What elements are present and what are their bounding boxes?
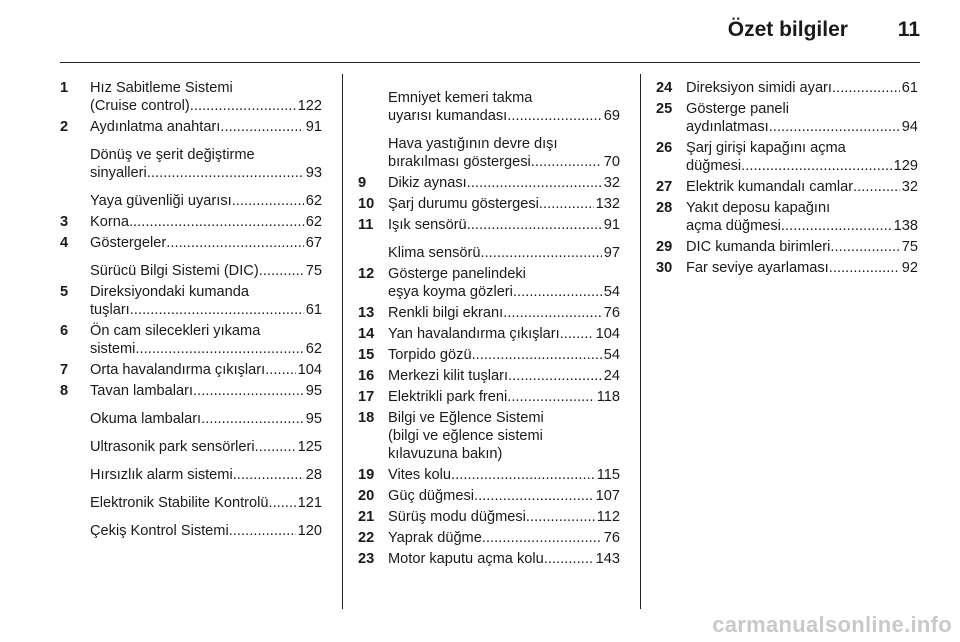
entry-text: (Cruise control) bbox=[90, 98, 190, 114]
entry-text: DIC kumanda birimleri bbox=[686, 239, 831, 255]
entry-text: Sürüş modu düğmesi bbox=[388, 509, 526, 525]
index-column-3 bbox=[656, 79, 918, 280]
entry-text: (bilgi ve eğlence sistemi bbox=[388, 428, 543, 444]
entry-text: bırakılması göstergesi bbox=[388, 154, 531, 170]
entry-text: Emniyet kemeri takma bbox=[388, 90, 533, 106]
entry-line bbox=[388, 174, 620, 192]
entry-text: Korna bbox=[90, 214, 129, 230]
index-entry bbox=[60, 466, 322, 484]
index-entry bbox=[60, 361, 322, 379]
index-entry bbox=[358, 135, 620, 171]
entry-line bbox=[90, 522, 322, 540]
index-entry bbox=[358, 388, 620, 406]
dot-leader bbox=[147, 164, 304, 182]
entry-text: Klima sensörü bbox=[388, 245, 481, 261]
page-reference[interactable]: 61 bbox=[305, 302, 322, 318]
entry-number: 26 bbox=[656, 140, 673, 156]
dot-leader bbox=[769, 118, 900, 136]
entry-number: 3 bbox=[60, 214, 69, 230]
entry-number: 9 bbox=[358, 175, 367, 191]
entry-line bbox=[388, 466, 620, 484]
entry-text: Elektronik Stabilite Kontrolü bbox=[90, 495, 269, 511]
dot-leader bbox=[830, 238, 899, 256]
index-entry bbox=[358, 466, 620, 484]
page-reference[interactable]: 75 bbox=[901, 239, 918, 255]
entry-number: 24 bbox=[656, 80, 673, 96]
page-reference[interactable]: 104 bbox=[297, 362, 322, 378]
entry-line bbox=[90, 340, 322, 358]
entry-text: Göstergeler bbox=[90, 235, 167, 251]
dot-leader bbox=[781, 217, 892, 235]
entry-number: 23 bbox=[358, 551, 375, 567]
dot-leader bbox=[832, 79, 900, 97]
dot-leader bbox=[268, 494, 295, 512]
entry-number: 12 bbox=[358, 266, 375, 282]
entry-line bbox=[388, 153, 620, 171]
index-entry bbox=[358, 195, 620, 213]
entry-text: Yaya güvenliği uyarısı bbox=[90, 193, 232, 209]
page-reference[interactable]: 138 bbox=[893, 218, 918, 234]
entry-text: sistemi bbox=[90, 341, 136, 357]
dot-leader bbox=[166, 234, 304, 252]
entry-text: Orta havalandırma çıkışları bbox=[90, 362, 266, 378]
entry-text: Vites kolu bbox=[388, 467, 452, 483]
entry-number: 4 bbox=[60, 235, 69, 251]
index-entry bbox=[60, 79, 322, 115]
entry-text: Elektrik kumandalı camlar bbox=[686, 179, 854, 195]
entry-line bbox=[90, 466, 322, 484]
dot-leader bbox=[467, 216, 602, 234]
entry-text: tuşları bbox=[90, 302, 130, 318]
entry-number: 1 bbox=[60, 80, 69, 96]
index-entry bbox=[656, 199, 918, 235]
dot-leader bbox=[474, 487, 594, 505]
entry-number: 20 bbox=[358, 488, 375, 504]
entry-line bbox=[686, 79, 918, 97]
page-reference[interactable]: 32 bbox=[603, 175, 620, 191]
entry-text: Işık sensörü bbox=[388, 217, 467, 233]
dot-leader bbox=[193, 382, 304, 400]
entry-line bbox=[388, 325, 620, 343]
page-reference[interactable]: 118 bbox=[596, 389, 620, 405]
index-entry bbox=[358, 409, 620, 463]
entry-text: Şarj girişi kapağını açma bbox=[686, 140, 846, 156]
page-reference[interactable]: 122 bbox=[297, 98, 322, 114]
page-reference[interactable]: 132 bbox=[595, 196, 620, 212]
page-reference[interactable]: 32 bbox=[901, 179, 918, 195]
index-entry bbox=[358, 508, 620, 526]
page-reference[interactable]: 92 bbox=[901, 260, 918, 276]
index-entry bbox=[656, 238, 918, 256]
entry-line bbox=[90, 164, 322, 182]
entry-line bbox=[388, 346, 620, 364]
index-entry bbox=[60, 494, 322, 512]
dot-leader bbox=[480, 244, 601, 262]
index-entry bbox=[358, 304, 620, 322]
entry-line bbox=[686, 217, 918, 235]
page-reference[interactable]: 28 bbox=[305, 467, 322, 483]
entry-line bbox=[90, 438, 322, 456]
index-entry bbox=[656, 139, 918, 175]
entry-text: Gösterge paneli bbox=[686, 101, 790, 117]
entry-line bbox=[388, 107, 620, 125]
dot-leader bbox=[539, 195, 594, 213]
entry-text: Sürücü Bilgi Sistemi (DIC) bbox=[90, 263, 259, 279]
page-reference[interactable]: 54 bbox=[603, 284, 620, 300]
entry-number: 18 bbox=[358, 410, 375, 426]
dot-leader bbox=[220, 118, 303, 136]
entry-line bbox=[388, 304, 620, 322]
entry-number: 13 bbox=[358, 305, 375, 321]
entry-text: Motor kaputu açma kolu bbox=[388, 551, 544, 567]
index-entry bbox=[60, 213, 322, 231]
page-reference[interactable]: 115 bbox=[596, 467, 620, 483]
entry-number: 29 bbox=[656, 239, 673, 255]
entry-number: 8 bbox=[60, 383, 69, 399]
page-reference[interactable]: 62 bbox=[305, 214, 322, 230]
dot-leader bbox=[255, 438, 296, 456]
dot-leader bbox=[190, 97, 296, 115]
index-entry bbox=[656, 100, 918, 136]
index-entry bbox=[358, 367, 620, 385]
entry-text: Aydınlatma anahtarı bbox=[90, 119, 221, 135]
page-reference[interactable]: 54 bbox=[603, 347, 620, 363]
page-reference[interactable]: 62 bbox=[305, 341, 322, 357]
index-entry bbox=[60, 234, 322, 252]
entry-line bbox=[90, 301, 322, 319]
entry-line bbox=[388, 367, 620, 385]
dot-leader bbox=[531, 153, 602, 171]
dot-leader bbox=[544, 550, 594, 568]
entry-text: Şarj durumu göstergesi bbox=[388, 196, 539, 212]
header-rule bbox=[60, 62, 920, 63]
entry-text: Hız Sabitleme Sistemi bbox=[90, 80, 233, 96]
entry-line bbox=[90, 192, 322, 210]
index-entry bbox=[656, 79, 918, 97]
entry-line bbox=[388, 195, 620, 213]
entry-number: 16 bbox=[358, 368, 375, 384]
index-entry bbox=[358, 325, 620, 343]
page-reference[interactable]: 143 bbox=[595, 551, 620, 567]
entry-text: Bilgi ve Eğlence Sistemi bbox=[388, 410, 544, 426]
entry-line bbox=[388, 244, 620, 262]
column-divider bbox=[640, 74, 641, 609]
entry-text: Dönüş ve şerit değiştirme bbox=[90, 147, 255, 163]
entry-text: Yaprak düğme bbox=[388, 530, 482, 546]
index-entry bbox=[358, 244, 620, 262]
index-entry bbox=[60, 410, 322, 428]
entry-line bbox=[388, 550, 620, 568]
entry-text: sinyalleri bbox=[90, 165, 147, 181]
entry-line bbox=[686, 259, 918, 277]
dot-leader bbox=[233, 466, 304, 484]
entry-line bbox=[90, 382, 322, 400]
index-entry bbox=[358, 550, 620, 568]
index-entry bbox=[60, 262, 322, 280]
page-reference[interactable]: 91 bbox=[603, 217, 620, 233]
dot-leader bbox=[265, 361, 295, 379]
dot-leader bbox=[853, 178, 900, 196]
dot-leader bbox=[741, 157, 891, 175]
dot-leader bbox=[482, 529, 602, 547]
dot-leader bbox=[508, 367, 602, 385]
entry-line bbox=[90, 118, 322, 136]
entry-text: Renkli bilgi ekranı bbox=[388, 305, 504, 321]
entry-text: Çekiş Kontrol Sistemi bbox=[90, 523, 229, 539]
dot-leader bbox=[467, 174, 602, 192]
dot-leader bbox=[229, 522, 296, 540]
index-entry bbox=[358, 346, 620, 364]
entry-line bbox=[388, 529, 620, 547]
entry-text: Okuma lambaları bbox=[90, 411, 202, 427]
index-entry bbox=[60, 382, 322, 400]
page-number: 11 bbox=[897, 18, 920, 41]
page-reference[interactable]: 76 bbox=[603, 530, 620, 546]
entry-text: açma düğmesi bbox=[686, 218, 781, 234]
page-reference[interactable]: 120 bbox=[297, 523, 322, 539]
dot-leader bbox=[829, 259, 900, 277]
entry-text: Yan havalandırma çıkışları bbox=[388, 326, 560, 342]
entry-number: 25 bbox=[656, 101, 673, 117]
index-entry bbox=[656, 178, 918, 196]
entry-line bbox=[686, 238, 918, 256]
page-reference[interactable]: 91 bbox=[305, 119, 322, 135]
dot-leader bbox=[129, 213, 304, 231]
index-entry bbox=[60, 438, 322, 456]
entry-line bbox=[90, 361, 322, 379]
page-reference[interactable]: 70 bbox=[603, 154, 620, 170]
page-reference[interactable]: 107 bbox=[595, 488, 620, 504]
entry-number: 17 bbox=[358, 389, 375, 405]
dot-leader bbox=[513, 283, 602, 301]
entry-number: 19 bbox=[358, 467, 375, 483]
entry-number: 14 bbox=[358, 326, 375, 342]
entry-line bbox=[686, 157, 918, 175]
entry-number: 2 bbox=[60, 119, 69, 135]
index-entry bbox=[60, 118, 322, 136]
index-entry bbox=[358, 216, 620, 234]
index-column-1 bbox=[60, 79, 322, 543]
entry-text: aydınlatması bbox=[686, 119, 769, 135]
entry-text: Ön cam silecekleri yıkama bbox=[90, 323, 261, 339]
index-entry bbox=[60, 192, 322, 210]
index-entry bbox=[60, 146, 322, 182]
index-entry bbox=[358, 89, 620, 125]
entry-text: uyarısı kumandası bbox=[388, 108, 508, 124]
page-reference[interactable]: 125 bbox=[297, 439, 322, 455]
dot-leader bbox=[526, 508, 595, 526]
entry-line bbox=[388, 283, 620, 301]
entry-text: Tavan lambaları bbox=[90, 383, 194, 399]
page-reference[interactable]: 75 bbox=[305, 263, 322, 279]
entry-text: düğmesi bbox=[686, 158, 742, 174]
page-reference[interactable]: 94 bbox=[901, 119, 918, 135]
page-reference[interactable]: 67 bbox=[305, 235, 322, 251]
page-reference[interactable]: 95 bbox=[305, 411, 322, 427]
dot-leader bbox=[503, 304, 602, 322]
entry-line bbox=[90, 97, 322, 115]
page-header bbox=[728, 18, 920, 42]
entry-line bbox=[388, 388, 620, 406]
page-reference[interactable]: 61 bbox=[901, 80, 918, 96]
entry-text: Yakıt deposu kapağını bbox=[686, 200, 831, 216]
page-title: Özet bilgiler bbox=[727, 18, 848, 41]
index-entry bbox=[358, 174, 620, 192]
page-reference[interactable]: 69 bbox=[603, 108, 620, 124]
index-column-2 bbox=[358, 79, 620, 571]
entry-line bbox=[388, 508, 620, 526]
entry-number: 5 bbox=[60, 284, 69, 300]
entry-line bbox=[388, 487, 620, 505]
entry-text: Hava yastığının devre dışı bbox=[388, 136, 558, 152]
entry-number: 7 bbox=[60, 362, 69, 378]
entry-line bbox=[90, 234, 322, 252]
page-reference[interactable]: 24 bbox=[603, 368, 620, 384]
page-reference[interactable]: 112 bbox=[596, 509, 620, 525]
dot-leader bbox=[560, 325, 594, 343]
entry-text: eşya koyma gözleri bbox=[388, 284, 513, 300]
dot-leader bbox=[451, 466, 595, 484]
page-reference[interactable]: 104 bbox=[595, 326, 620, 342]
page-reference[interactable]: 121 bbox=[297, 495, 322, 511]
entry-number: 27 bbox=[656, 179, 673, 195]
entry-number: 30 bbox=[656, 260, 673, 276]
entry-text: kılavuzuna bakın) bbox=[388, 446, 503, 462]
entry-line bbox=[90, 494, 322, 512]
dot-leader bbox=[507, 107, 602, 125]
entry-text: Direksiyondaki kumanda bbox=[90, 284, 249, 300]
index-entry bbox=[358, 487, 620, 505]
column-divider bbox=[342, 74, 343, 609]
index-entry bbox=[358, 529, 620, 547]
entry-line bbox=[388, 216, 620, 234]
index-entry bbox=[656, 259, 918, 277]
entry-text: Güç düğmesi bbox=[388, 488, 474, 504]
dot-leader bbox=[507, 388, 595, 406]
entry-text: Gösterge panelindeki bbox=[388, 266, 526, 282]
dot-leader bbox=[472, 346, 602, 364]
watermark: carmanualsonline.info bbox=[712, 612, 952, 637]
index-entry bbox=[60, 283, 322, 319]
page-reference[interactable]: 95 bbox=[305, 383, 322, 399]
entry-text: Torpido gözü bbox=[388, 347, 472, 363]
entry-number: 28 bbox=[656, 200, 673, 216]
index-entry bbox=[60, 522, 322, 540]
entry-text: Dikiz aynası bbox=[388, 175, 467, 191]
entry-number: 6 bbox=[60, 323, 69, 339]
entry-number: 22 bbox=[358, 530, 375, 546]
page-reference[interactable]: 76 bbox=[603, 305, 620, 321]
entry-line bbox=[686, 118, 918, 136]
entry-text: Elektrikli park freni bbox=[388, 389, 508, 405]
entry-text: Merkezi kilit tuşları bbox=[388, 368, 509, 384]
page-reference[interactable]: 93 bbox=[305, 165, 322, 181]
entry-number: 11 bbox=[358, 217, 374, 233]
page-reference[interactable]: 62 bbox=[305, 193, 322, 209]
entry-line bbox=[90, 213, 322, 231]
entry-line bbox=[90, 410, 322, 428]
entry-number: 21 bbox=[358, 509, 375, 525]
index-entry bbox=[358, 265, 620, 301]
entry-text: Direksiyon simidi ayarı bbox=[686, 80, 832, 96]
entry-text: Hırsızlık alarm sistemi bbox=[90, 467, 233, 483]
entry-text: Ultrasonik park sensörleri bbox=[90, 439, 255, 455]
dot-leader bbox=[130, 301, 304, 319]
dot-leader bbox=[259, 262, 304, 280]
dot-leader bbox=[232, 192, 304, 210]
dot-leader bbox=[135, 340, 303, 358]
index-entry bbox=[60, 322, 322, 358]
entry-text: Far seviye ayarlaması bbox=[686, 260, 829, 276]
page-reference[interactable]: 129 bbox=[893, 158, 918, 174]
page-reference[interactable]: 97 bbox=[603, 245, 620, 261]
dot-leader bbox=[201, 410, 304, 428]
entry-line bbox=[686, 178, 918, 196]
entry-line bbox=[90, 262, 322, 280]
entry-number: 15 bbox=[358, 347, 375, 363]
entry-number: 10 bbox=[358, 196, 375, 212]
